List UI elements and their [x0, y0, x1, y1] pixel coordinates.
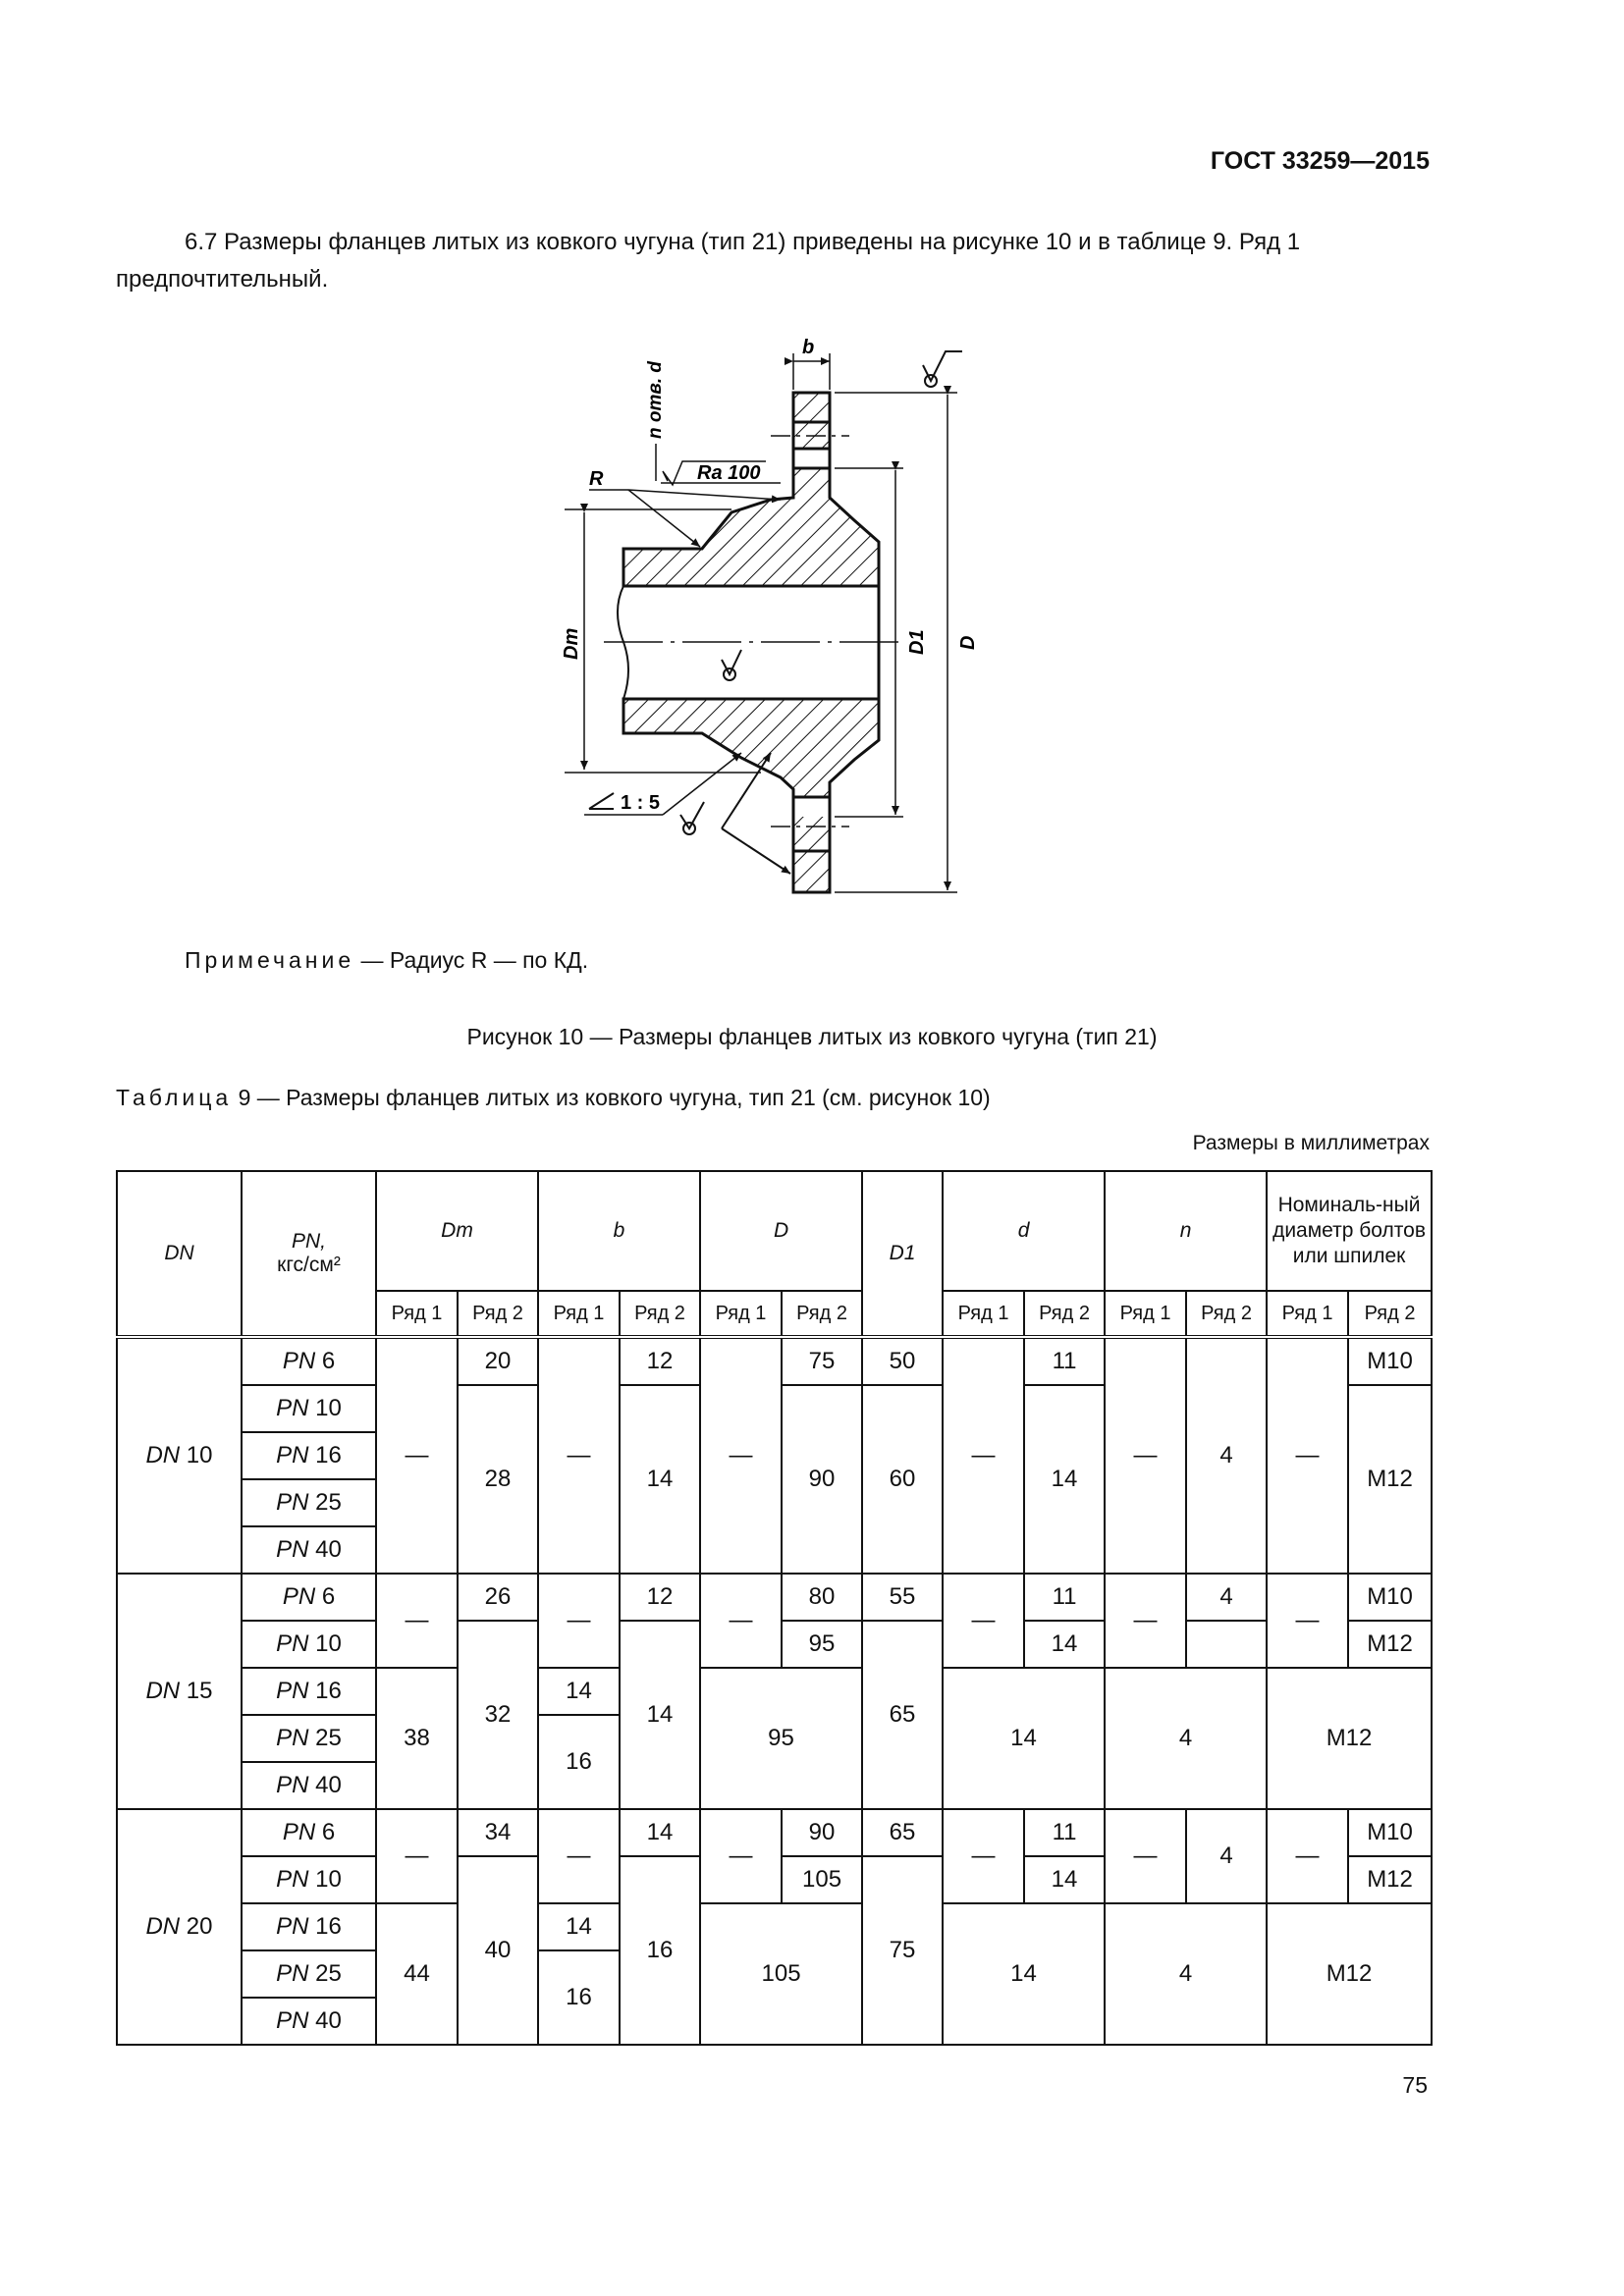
table-row: PN 16 38 14 95 14 4 M12: [117, 1668, 1432, 1715]
table-title: [116, 1085, 991, 1111]
table-row: DN 10 PN 6 — 20 — 12 — 75 50 — 11 — 4 — M10: [117, 1337, 1432, 1385]
flange-dimensions-table: [116, 1170, 1433, 2046]
header-row2: Ряд 2: [1348, 1291, 1432, 1337]
cell-pn: PN 40: [242, 1762, 376, 1809]
header-b: b: [538, 1171, 700, 1291]
cell-pn: PN 6: [242, 1337, 376, 1385]
header-row2: Ряд 2: [782, 1291, 862, 1337]
cell-pn: PN 10: [242, 1856, 376, 1903]
table-row: DN 20 PN 6 — 34 — 14 — 90 65 — 11 — 4 — M10: [117, 1809, 1432, 1856]
units-note: Размеры в миллиметрах: [1192, 1132, 1430, 1154]
note-prefix: Примечание: [185, 947, 355, 973]
header-row1: Ряд 1: [943, 1291, 1024, 1337]
cell-pn: PN 6: [242, 1574, 376, 1621]
cell-pn: PN 6: [242, 1809, 376, 1856]
header-row1: Ряд 1: [700, 1291, 782, 1337]
cell-dn: DN 20: [117, 1809, 242, 2045]
cell-pn: PN 16: [242, 1668, 376, 1715]
cell-dn: DN 10: [117, 1337, 242, 1574]
header-bolts: Номиналь-ный диаметр болтов или шпилек: [1267, 1171, 1432, 1291]
header-row1: Ряд 1: [1105, 1291, 1186, 1337]
cell-dn: DN 15: [117, 1574, 242, 1809]
table-title-text: 9 — Размеры фланцев литых из ковкого чугуна, тип 21 (см. рисунок 10): [232, 1085, 991, 1110]
label-D1: D1: [906, 629, 928, 655]
surface-finish-mark-bore: [722, 650, 741, 680]
table-row: DN 15 PN 6 — 26 — 12 — 80 55 — 11 — 4 — M10: [117, 1574, 1432, 1621]
table-title-prefix: Таблица: [116, 1085, 233, 1110]
header-d1: D1: [862, 1171, 943, 1337]
header-row1: Ряд 1: [538, 1291, 620, 1337]
cell-pn: PN 25: [242, 1950, 376, 1998]
header-row2: Ряд 2: [1024, 1291, 1105, 1337]
cell-pn: PN 25: [242, 1479, 376, 1526]
flange-drawing: [545, 336, 1006, 905]
header-row1: Ряд 1: [376, 1291, 458, 1337]
table-row: PN 10 28 14 90 60 14 M12: [117, 1385, 1432, 1432]
header-row1: Ряд 1: [1267, 1291, 1348, 1337]
label-b: b: [802, 337, 815, 358]
intro-paragraph: [116, 224, 1430, 298]
label-Dm: Dm: [561, 627, 582, 660]
header-row2: Ряд 2: [458, 1291, 538, 1337]
page-number: 75: [1402, 2072, 1428, 2098]
cell-pn: PN 10: [242, 1621, 376, 1668]
cell-pn: PN 40: [242, 1526, 376, 1574]
intro-text: 6.7 Размеры фланцев литых из ковкого чугуна (тип 21) приведены на рисунке 10 и в таблице 9. Ряд 1 предпочтительный.: [116, 229, 1301, 293]
header-d-outer: D: [700, 1171, 862, 1291]
header-row2: Ряд 2: [620, 1291, 700, 1337]
table-row: PN 25 16: [117, 1715, 1432, 1762]
header-d-hole: d: [943, 1171, 1105, 1291]
taper-symbol: [589, 793, 614, 809]
table-row: PN 10 40 16 105 75 14 M12: [117, 1856, 1432, 1903]
label-D: D: [957, 635, 979, 650]
figure-note: [185, 947, 588, 974]
header-dn: DN: [117, 1171, 242, 1337]
table-row: PN 16 44 14 105 14 4 M12: [117, 1903, 1432, 1950]
label-roughness: Ra 100: [697, 462, 761, 484]
label-taper: 1 : 5: [621, 792, 661, 814]
cell-pn: PN 25: [242, 1715, 376, 1762]
cell-pn: PN 40: [242, 1998, 376, 2045]
figure-caption: Рисунок 10 — Размеры фланцев литых из ковкого чугуна (тип 21): [466, 1024, 1158, 1049]
header-dm: Dm: [376, 1171, 538, 1291]
cell-pn: PN 10: [242, 1385, 376, 1432]
label-holes: n отв. d: [645, 360, 666, 439]
cell-pn: PN 16: [242, 1903, 376, 1950]
note-text: — Радиус R — по КД.: [354, 947, 589, 973]
surface-finish-mark-top: [923, 351, 962, 387]
header-n: n: [1105, 1171, 1267, 1291]
header-pn: PN, кгс/см²: [242, 1171, 376, 1337]
cell-pn: PN 16: [242, 1432, 376, 1479]
label-R: R: [589, 468, 604, 490]
header-row2: Ряд 2: [1186, 1291, 1267, 1337]
table-row: PN 25 16: [117, 1950, 1432, 1998]
document-code: ГОСТ 33259—2015: [1210, 147, 1430, 175]
table-row: PN 10 32 14 95 65 14 M12: [117, 1621, 1432, 1668]
